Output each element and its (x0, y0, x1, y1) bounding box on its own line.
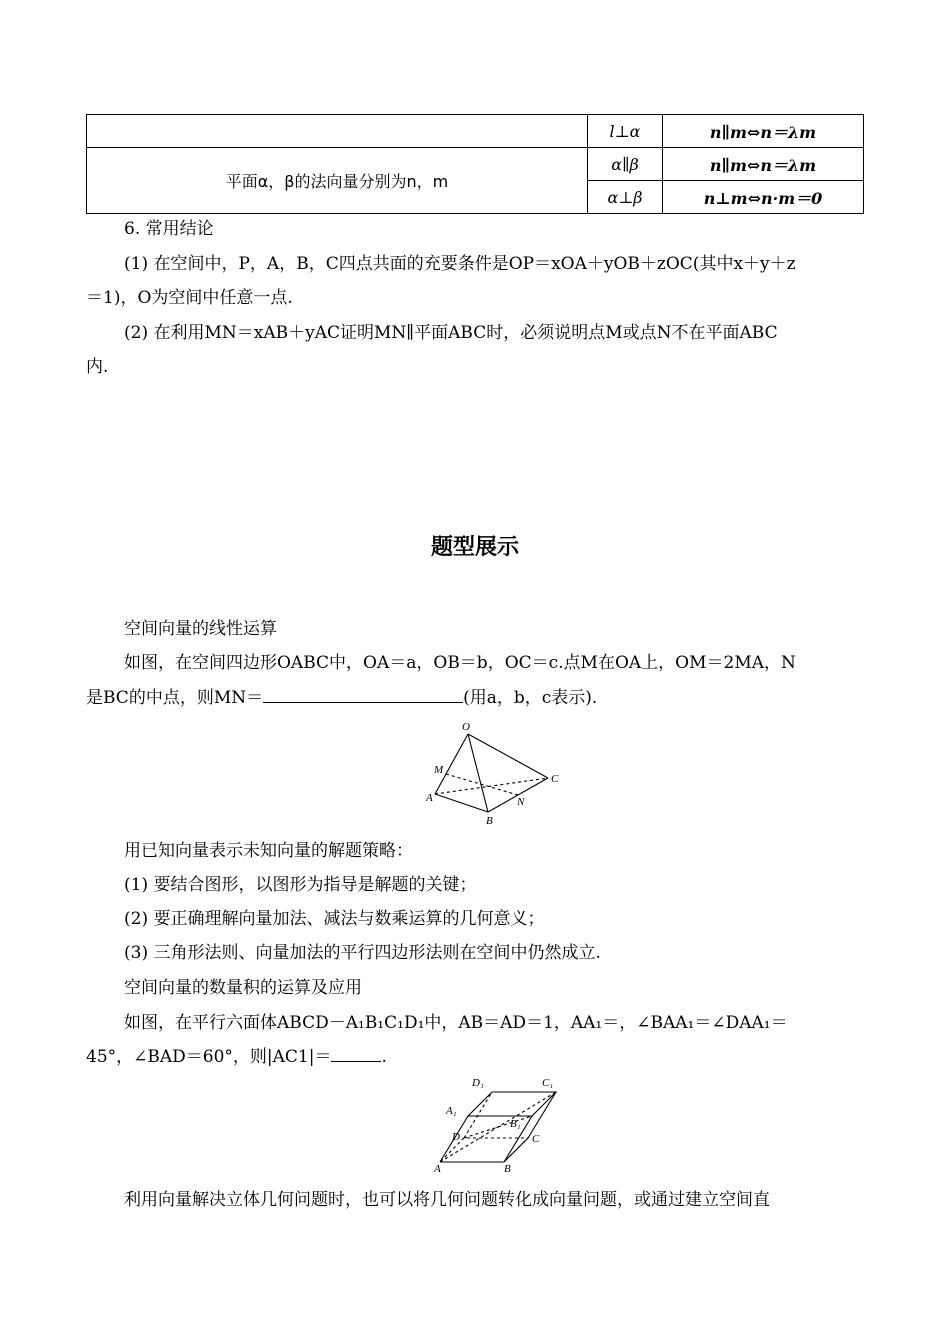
closing-line: 利用向量解决立体几何问题时，也可以将几何问题转化成向量问题，或通过建立空间直 (124, 1190, 770, 1210)
conclusions-heading: 6. 常用结论 (124, 219, 214, 239)
problem-text: (用a，b，c表示). (463, 688, 598, 708)
label-a: A (434, 1163, 441, 1175)
label-d: D (452, 1131, 460, 1143)
conclusion-1-line2: ＝1)，O为空间中任意一点. (86, 288, 293, 308)
strategy-item: (2) 要正确理解向量加法、减法与数乘运算的几何意义； (124, 909, 545, 929)
label-b: B (486, 815, 493, 827)
table-cell: n⊥m⇔n·m＝0 (663, 181, 864, 214)
table-cell: α∥β (588, 148, 663, 181)
strategy-item: (1) 要结合图形，以图形为指导是解题的关键； (124, 875, 477, 895)
label-o: O (462, 721, 470, 733)
label-c: C (551, 773, 559, 785)
table-cell: n∥m⇔n＝λm (663, 148, 864, 181)
topic2-problem-line1: 如图，在平行六面体ABCD－A₁B₁C₁D₁中，AB＝AD＝1，AA₁＝，∠BAA₁＝∠DAA₁＝ (124, 1013, 788, 1033)
topic2-heading: 空间向量的数量积的运算及应用 (124, 978, 362, 998)
answer-blank[interactable] (331, 1047, 381, 1062)
label-b: B (504, 1163, 511, 1175)
label-a: A (426, 792, 433, 804)
conclusion-2-line1: (2) 在利用MN＝xAB＋yAC证明MN∥平面ABC时，必须说明点M或点N不在平面ABC (124, 323, 778, 343)
relation-table (86, 114, 864, 214)
table-row (87, 115, 864, 148)
table-cell: n∥m⇔n＝λm (663, 115, 864, 148)
label-a1: A₁ (446, 1105, 457, 1117)
topic1-problem-line2 (86, 681, 864, 715)
table-cell (87, 115, 588, 148)
problem-text: . (381, 1047, 387, 1067)
conclusion-2-line2: 内. (86, 357, 109, 377)
topic2-problem-line2 (86, 1040, 864, 1074)
strategy-heading: 用已知向量表示未知向量的解题策略： (124, 841, 413, 861)
topic1-problem-line1: 如图，在空间四边形OABC中，OA＝a，OB＝b，OC＝c.点M在OA上，OM＝2MA，N (124, 653, 796, 673)
section-title: 题型展示 (430, 535, 519, 560)
problem-text: 45°，∠BAD＝60°，则|AC1|＝ (86, 1047, 332, 1067)
label-d1: D₁ (472, 1077, 484, 1089)
table-cell: α⊥β (588, 181, 663, 214)
table-row (87, 148, 864, 181)
label-c: C (532, 1133, 540, 1145)
label-n: N (517, 796, 525, 808)
parallelepiped-figure (430, 1074, 570, 1178)
label-m: M (434, 764, 444, 776)
label-c1: C₁ (542, 1077, 554, 1089)
strategy-item: (3) 三角形法则、向量加法的平行四边形法则在空间中仍然成立. (124, 943, 601, 963)
table-cell: l⊥α (588, 115, 663, 148)
tetrahedron-figure (420, 716, 570, 828)
conclusion-1-line1: (1) 在空间中，P，A，B，C四点共面的充要条件是OP＝xOA＋yOB＋zOC(其中x＋y＋z (124, 254, 796, 274)
label-b1: B₁ (510, 1118, 521, 1130)
answer-blank[interactable] (263, 688, 463, 703)
topic1-heading: 空间向量的线性运算 (124, 619, 277, 639)
table-cell: 平面α，β的法向量分别为n，m (87, 148, 588, 214)
problem-text: 是BC的中点，则MN＝ (86, 688, 264, 708)
